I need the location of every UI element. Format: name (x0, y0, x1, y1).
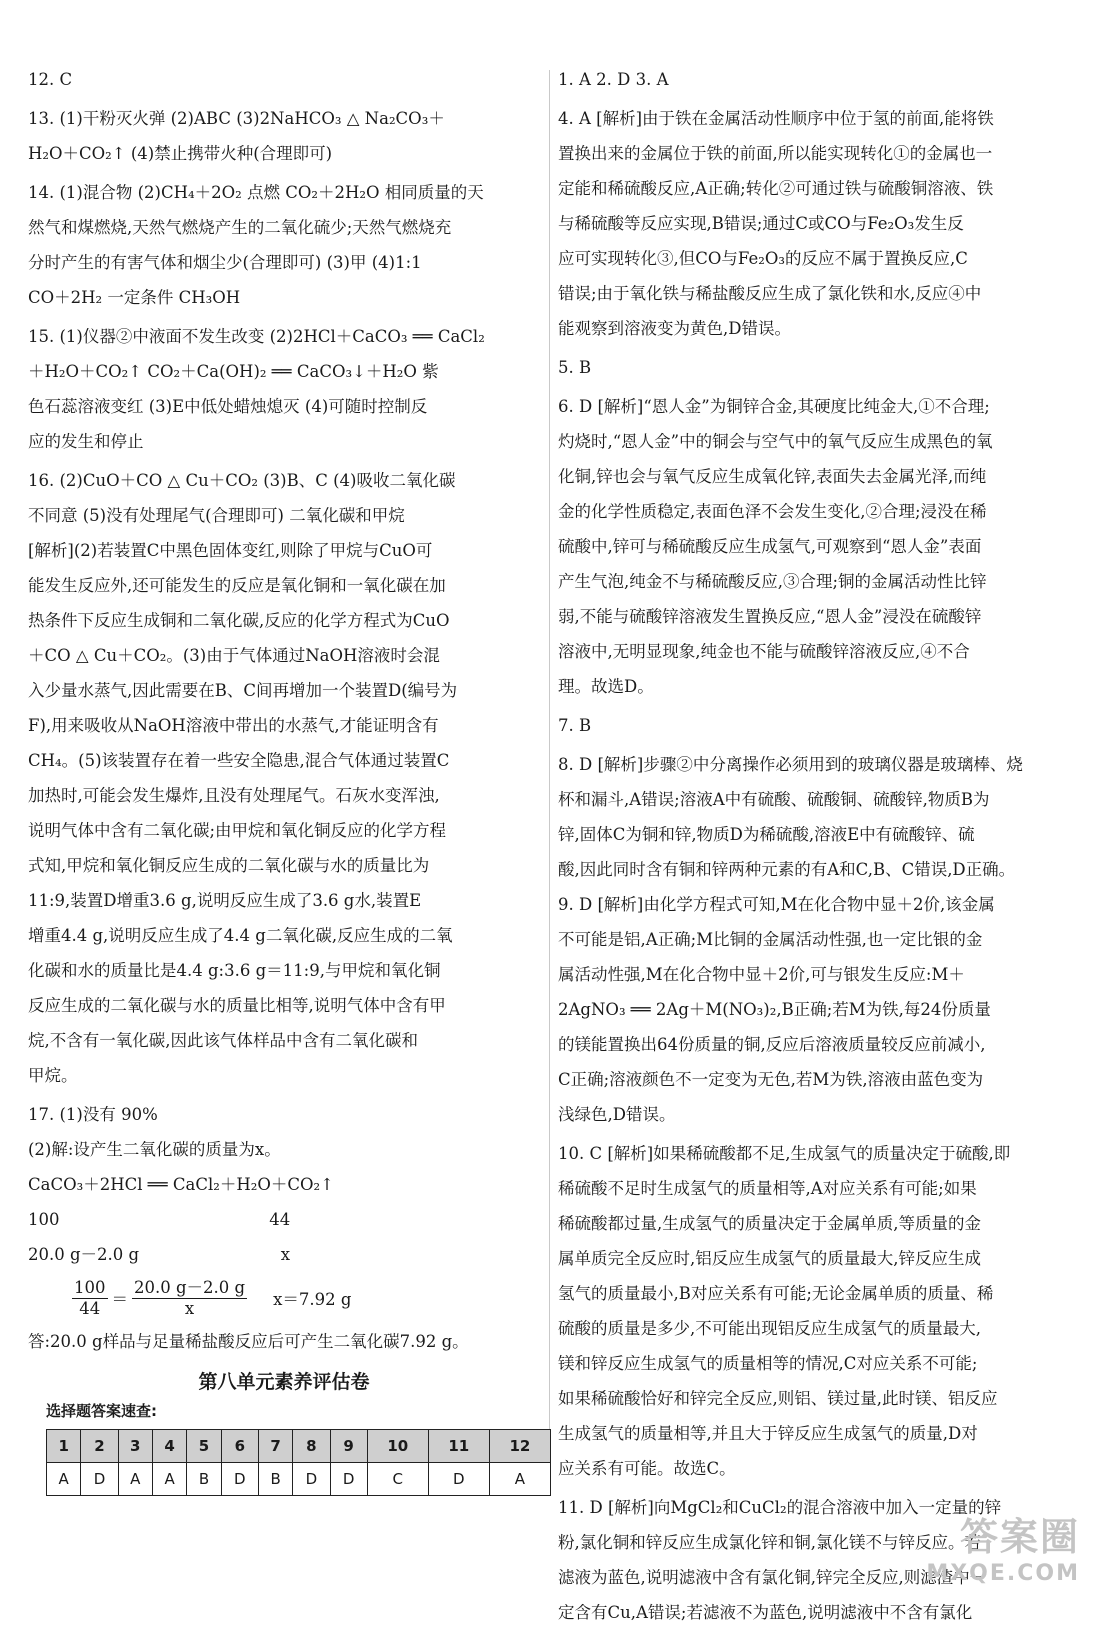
answer-cell: D (330, 1463, 367, 1496)
q11-line-1: 11. D [解析]向MgCl₂和CuCl₂的混合溶液中加入一定量的锌 (558, 1498, 1002, 1517)
quick-answer-label: 选择题答案速查: (46, 1402, 157, 1420)
question-number-cell: 2 (81, 1430, 118, 1463)
q1-3-line: 1. A 2. D 3. A (558, 70, 669, 89)
section-title: 第八单元素养评估卷 (198, 1371, 370, 1393)
q16-line-8: F),用来吸收从NaOH溶液中带出的水蒸气,才能证明含有 (28, 716, 439, 735)
answer-cell: D (221, 1463, 258, 1496)
q17-line-2: (2)解:设产生二氧化碳的质量为x。 (28, 1140, 281, 1159)
watermark-logo: 答案圈 (959, 1515, 1080, 1559)
q9-line-7: 浅绿色,D错误。 (558, 1105, 676, 1124)
q10-line-10: 应关系有可能。故选C。 (558, 1459, 736, 1478)
q16-line-9: CH₄。(5)该装置存在着一些安全隐患,混合气体通过装置C (28, 751, 450, 770)
q14-line-4: CO＋2H₂ 一定条件 CH₃OH (28, 288, 241, 307)
q4-line-4: 与稀硫酸等反应实现,B错误;通过C或CO与Fe₂O₃发生反 (558, 214, 964, 233)
proportion-result: x＝7.92 g (273, 1290, 352, 1309)
q10-line-6: 硫酸的质量是多少,不可能出现铝反应生成氢气的质量最大, (558, 1319, 981, 1338)
q10-line-9: 生成氢气的质量相等,并且大于锌反应生成氢气的质量,D对 (558, 1424, 978, 1443)
q5-line: 5. B (558, 358, 592, 377)
q17-ratio-row-1: 100 44 (28, 1210, 291, 1229)
q14-line-3: 分时产生的有害气体和烟尘少(合理即可) (3)甲 (4)1:1 (28, 253, 422, 272)
q15-line-1: 15. (1)仪器②中液面不发生改变 (2)2HCl＋CaCO₃ ══ CaCl₂ (28, 327, 485, 346)
watermark-url: MXQE.COM (926, 1561, 1080, 1586)
answer-cell: C (367, 1463, 428, 1496)
q17-ratio-row-2: 20.0 g－2.0 g x (28, 1245, 291, 1264)
q13-line-1: 13. (1)干粉灭火弹 (2)ABC (3)2NaHCO₃ △ Na₂CO₃＋ (28, 109, 445, 128)
q8-line-2: 杯和漏斗,A错误;溶液A中有硫酸、硫酸铜、硫酸锌,物质B为 (558, 790, 990, 809)
q6-line-5: 硫酸中,锌可与稀硫酸反应生成氢气,可观察到“恩人金”表面 (558, 537, 982, 556)
q16-line-5: 热条件下反应生成铜和二氧化碳,反应的化学方程式为CuO (28, 611, 450, 630)
q16-line-12: 式知,甲烷和氧化铜反应生成的二氧化碳与水的质量比为 (28, 856, 430, 875)
q8-line-1: 8. D [解析]步骤②中分离操作必须用到的玻璃仪器是玻璃棒、烧 (558, 755, 1023, 774)
q16-line-2: 不同意 (5)没有处理尾气(合理即可) 二氧化碳和甲烷 (28, 506, 405, 525)
q17-equation: CaCO₃＋2HCl ══ CaCl₂＋H₂O＋CO₂↑ (28, 1175, 334, 1194)
q16-line-16: 反应生成的二氧化碳与水的质量比相等,说明气体中含有甲 (28, 996, 446, 1015)
q6-line-4: 金的化学性质稳定,表面色泽不会发生变化,②合理;浸没在稀 (558, 502, 987, 521)
answer-cell: D (293, 1463, 330, 1496)
fraction-numerator: 20.0 g－2.0 g (134, 1277, 246, 1297)
question-number-cell: 11 (428, 1430, 489, 1463)
q11-line-3: 滤液为蓝色,说明滤液中含有氯化铜,锌完全反应,则滤渣中一 (558, 1568, 987, 1587)
q10-line-5: 氢气的质量最小,B对应关系有可能;无论金属单质的质量、稀 (558, 1284, 994, 1303)
q11-line-2: 粉,氯化铜和锌反应生成氯化锌和铜,氯化镁不与锌反应。若 (558, 1533, 981, 1552)
q15-line-4: 应的发生和停止 (28, 432, 144, 451)
q4-line-1: 4. A [解析]由于铁在金属活动性顺序中位于氢的前面,能将铁 (558, 109, 994, 128)
q16-line-6: ＋CO △ Cu＋CO₂。(3)由于气体通过NaOH溶液时会混 (28, 646, 440, 665)
q9-line-6: C正确;溶液颜色不一定变为无色,若M为铁,溶液由蓝色变为 (558, 1070, 984, 1089)
q14-line-2: 然气和煤燃烧,天然气燃烧产生的二氧化硫少;天然气燃烧充 (28, 218, 452, 237)
equals-sign: ＝ (111, 1290, 128, 1309)
q14-line-1: 14. (1)混合物 (2)CH₄＋2O₂ 点燃 CO₂＋2H₂O 相同质量的天 (28, 183, 484, 202)
answer-table-number-row (47, 1430, 551, 1463)
question-number-cell: 12 (489, 1430, 550, 1463)
q12-line: 12. C (28, 70, 73, 89)
site-watermark (926, 1506, 1080, 1586)
q16-line-15: 化碳和水的质量比是4.4 g:3.6 g＝11:9,与甲烷和氧化铜 (28, 961, 441, 980)
fraction-100-44 (72, 1278, 108, 1319)
q16-line-4: 能发生反应外,还可能发生的反应是氧化铜和一氧化碳在加 (28, 576, 446, 595)
answer-cell: A (152, 1463, 186, 1496)
q4-line-3: 定能和稀硫酸反应,A正确;转化②可通过铁与硫酸铜溶液、铁 (558, 179, 994, 198)
q16-line-14: 增重4.4 g,说明反应生成了4.4 g二氧化碳,反应生成的二氧 (28, 926, 453, 945)
q17-proportion (28, 1272, 540, 1324)
q6-line-3: 化铜,锌也会与氧气反应生成氧化锌,表面失去金属光泽,而纯 (558, 467, 987, 486)
q4-line-2: 置换出来的金属位于铁的前面,所以能实现转化①的金属也一 (558, 144, 993, 163)
q16-line-1: 16. (2)CuO＋CO △ Cu＋CO₂ (3)B、C (4)吸收二氧化碳 (28, 471, 456, 490)
q11-line-4: 定含有Cu,A错误;若滤液不为蓝色,说明滤液中不含有氯化 (558, 1603, 973, 1622)
q6-line-7: 弱,不能与硫酸锌溶液发生置换反应,“恩人金”浸没在硫酸锌 (558, 607, 982, 626)
q16-line-18: 甲烷。 (28, 1066, 78, 1085)
q16-line-13: 11:9,装置D增重3.6 g,说明反应生成了3.6 g水,装置E (28, 891, 422, 910)
left-column (28, 62, 540, 1496)
q16-line-10: 加热时,可能会发生爆炸,且没有处理尾气。石灰水变浑浊, (28, 786, 440, 805)
question-number-cell: 1 (47, 1430, 81, 1463)
q13-line-2: H₂O＋CO₂↑ (4)禁止携带火种(合理即可) (28, 144, 333, 163)
right-column (558, 62, 1070, 1630)
question-number-cell: 4 (152, 1430, 186, 1463)
answer-cell: D (81, 1463, 118, 1496)
fraction-denominator: 44 (79, 1298, 101, 1318)
q10-line-2: 稀硫酸不足时生成氢气的质量相等,A对应关系有可能;如果 (558, 1179, 977, 1198)
q4-line-7: 能观察到溶液变为黄色,D错误。 (558, 319, 791, 338)
q4-line-5: 应可实现转化③,但CO与Fe₂O₃的反应不属于置换反应,C (558, 249, 968, 268)
q16-line-17: 烷,不含有一氧化碳,因此该气体样品中含有二氧化碳和 (28, 1031, 418, 1050)
fraction-denominator: x (184, 1298, 195, 1318)
question-number-cell: 6 (221, 1430, 258, 1463)
question-number-cell: 8 (293, 1430, 330, 1463)
q15-line-2: ＋H₂O＋CO₂↑ CO₂＋Ca(OH)₂ ══ CaCO₃↓＋H₂O 紫 (28, 362, 439, 381)
q6-line-8: 溶液中,无明显现象,纯金也不能与硫酸锌溶液反应,④不合 (558, 642, 970, 661)
q9-line-5: 的镁能置换出64份质量的铜,反应后溶液质量较反应前减小, (558, 1035, 986, 1054)
answer-table (46, 1429, 551, 1496)
q10-line-8: 如果稀硫酸恰好和锌完全反应,则铝、镁过量,此时镁、铝反应 (558, 1389, 998, 1408)
q8-line-4: 酸,因此同时含有铜和锌两种元素的有A和C,B、C错误,D正确。 (558, 860, 1016, 879)
q16-line-3: [解析](2)若装置C中黑色固体变红,则除了甲烷与CuO可 (28, 541, 433, 560)
question-number-cell: 10 (367, 1430, 428, 1463)
fraction-mass-x (132, 1278, 247, 1319)
column-divider (549, 70, 550, 1460)
answer-cell: D (428, 1463, 489, 1496)
answer-cell: A (118, 1463, 152, 1496)
q6-line-9: 理。故选D。 (558, 677, 654, 696)
q9-line-2: 不可能是铝,A正确;M比铜的金属活动性强,也一定比银的金 (558, 930, 983, 949)
question-number-cell: 3 (118, 1430, 152, 1463)
q7-line: 7. B (558, 716, 592, 735)
q9-line-4: 2AgNO₃ ══ 2Ag＋M(NO₃)₂,B正确;若M为铁,每24份质量 (558, 1000, 991, 1019)
fraction-numerator: 100 (74, 1277, 106, 1297)
q16-line-7: 入少量水蒸气,因此需要在B、C间再增加一个装置D(编号为 (28, 681, 458, 700)
q10-line-3: 稀硫酸都过量,生成氢气的质量决定于金属单质,等质量的金 (558, 1214, 981, 1233)
q6-line-2: 灼烧时,“恩人金”中的铜会与空气中的氧气反应生成黑色的氧 (558, 432, 993, 451)
q9-line-1: 9. D [解析]由化学方程式可知,M在化合物中显＋2价,该金属 (558, 895, 995, 914)
answer-cell: B (258, 1463, 292, 1496)
question-number-cell: 9 (330, 1430, 367, 1463)
q10-line-1: 10. C [解析]如果稀硫酸都不足,生成氢气的质量决定于硫酸,即 (558, 1144, 1011, 1163)
q16-line-11: 说明气体中含有二氧化碳;由甲烷和氧化铜反应的化学方程 (28, 821, 447, 840)
q10-line-4: 属单质完全反应时,铝反应生成氢气的质量最大,锌反应生成 (558, 1249, 981, 1268)
q6-line-6: 产生气泡,纯金不与稀硫酸反应,③合理;铜的金属活动性比锌 (558, 572, 987, 591)
answer-cell: B (187, 1463, 221, 1496)
answer-table-answer-row (47, 1463, 551, 1496)
q15-line-3: 色石蕊溶液变红 (3)E中低处蜡烛熄灭 (4)可随时控制反 (28, 397, 428, 416)
question-number-cell: 7 (258, 1430, 292, 1463)
q17-answer: 答:20.0 g样品与足量稀盐酸反应后可产生二氧化碳7.92 g。 (28, 1332, 469, 1351)
q17-line-1: 17. (1)没有 90% (28, 1105, 158, 1124)
q6-line-1: 6. D [解析]“恩人金”为铜锌合金,其硬度比纯金大,①不合理; (558, 397, 990, 416)
answer-cell: A (489, 1463, 550, 1496)
q9-line-3: 属活动性强,M在化合物中显＋2价,可与银发生反应:M＋ (558, 965, 965, 984)
question-number-cell: 5 (187, 1430, 221, 1463)
q8-line-3: 锌,固体C为铜和锌,物质D为稀硫酸,溶液E中有硫酸锌、硫 (558, 825, 975, 844)
answer-cell: A (47, 1463, 81, 1496)
q4-line-6: 错误;由于氧化铁与稀盐酸反应生成了氯化铁和水,反应④中 (558, 284, 982, 303)
q10-line-7: 镁和锌反应生成氢气的质量相等的情况,C对应关系不可能; (558, 1354, 978, 1373)
